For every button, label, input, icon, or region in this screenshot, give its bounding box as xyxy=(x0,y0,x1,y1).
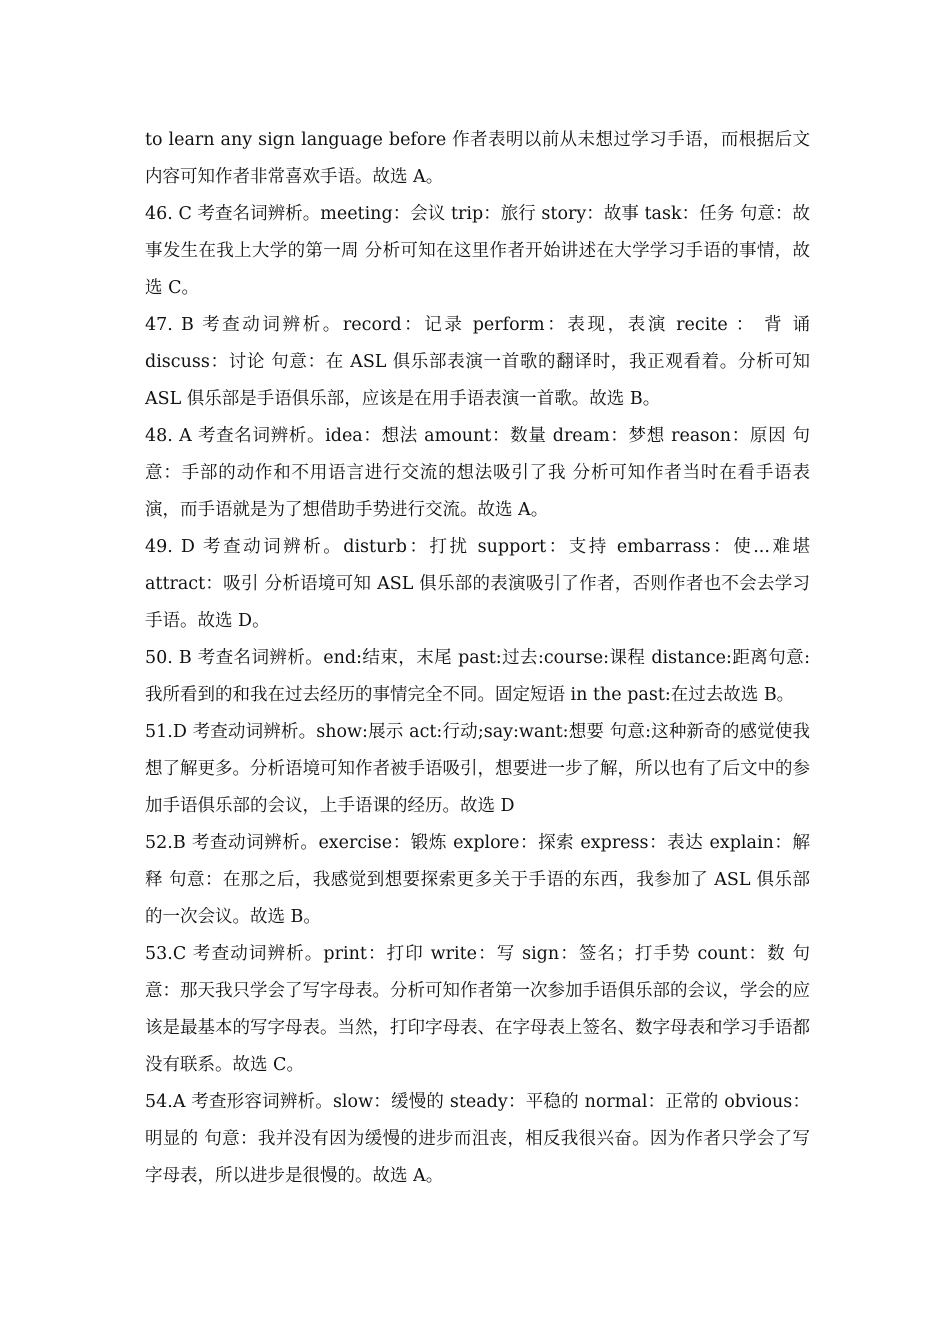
paragraph-intro: to learn any sign language before 作者表明以前从未想过学习手语，而根据后文内容可知作者非常喜欢手语。故选 A。 xyxy=(145,130,810,187)
answer-explanations xyxy=(145,122,810,1195)
paragraph-q51: 51.D 考查动词辨析。show:展示 act:行动;say:want:想要 句意:这种新奇的感觉使我想了解更多。分析语境可知作者被手语吸引，想要进一步了解，所以也有了后文中的参加手语俱乐部的会议，上手语课的经历。故选 D xyxy=(145,722,810,816)
paragraph-q54: 54.A 考查形容词辨析。slow：缓慢的 steady：平稳的 normal：正常的 obvious：明显的 句意：我并没有因为缓慢的进步而沮丧，相反我很兴奋。因为作者只学会了写字母表，所以进步是很慢的。故选 A。 xyxy=(145,1092,810,1186)
paragraph-q49: 49. D 考查动词辨析。disturb：打扰 support：支持 embarrass：使...难堪 attract：吸引 分析语境可知 ASL 俱乐部的表演吸引了作者，否则作者也不会去学习手语。故选 D。 xyxy=(145,537,810,631)
paragraph-q53: 53.C 考查动词辨析。print：打印 write：写 sign：签名；打手势 count：数 句意：那天我只学会了写字母表。分析可知作者第一次参加手语俱乐部的会议，学会的应该是最基本的写字母表。当然，打印字母表、在字母表上签名、数字母表和学习手语都没有联系。故选 C。 xyxy=(145,944,810,1075)
paragraph-q52: 52.B 考查动词辨析。exercise：锻炼 explore：探索 express：表达 explain：解释 句意：在那之后，我感觉到想要探索更多关于手语的东西，我参加了 ASL 俱乐部的一次会议。故选 B。 xyxy=(145,833,810,927)
paragraph-q48: 48. A 考查名词辨析。idea：想法 amount：数量 dream：梦想 reason：原因 句意：手部的动作和不用语言进行交流的想法吸引了我 分析可知作者当时在看手语表演，而手语就是为了想借助手势进行交流。故选 A。 xyxy=(145,426,810,520)
paragraph-q46: 46. C 考查名词辨析。meeting：会议 trip：旅行 story：故事 task：任务 句意：故事发生在我上大学的第一周 分析可知在这里作者开始讲述在大学学习手语的事情，故选 C。 xyxy=(145,204,810,298)
paragraph-q47: 47. B 考查动词辨析。record：记录 perform：表现，表演 recite ： 背 诵 discuss：讨论 句意：在 ASL 俱乐部表演一首歌的翻译时，我正观看着。分析可知 ASL 俱乐部是手语俱乐部，应该是在用手语表演一首歌。故选 B。 xyxy=(145,315,810,409)
paragraph-q50: 50. B 考查名词辨析。end:结束，末尾 past:过去:course:课程 distance:距离句意:我所看到的和我在过去经历的事情完全不同。固定短语 in the past:在过去故选 B。 xyxy=(145,648,810,705)
